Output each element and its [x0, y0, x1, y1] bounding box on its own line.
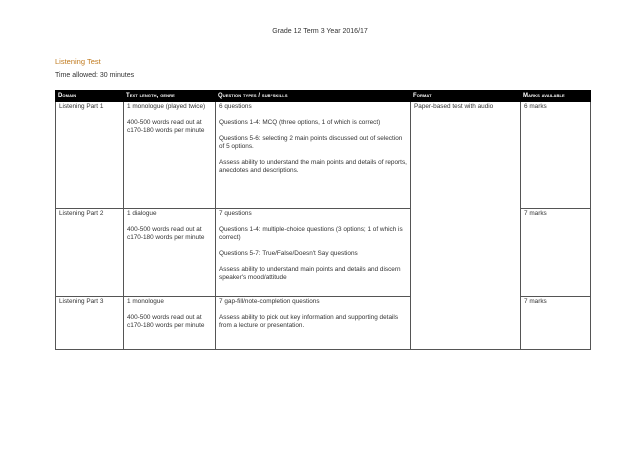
column-header-format: Format — [411, 91, 521, 102]
question-types-cell — [216, 297, 411, 350]
question-line: Assess ability to understand the main points and details of reports, anecdotes and descriptions. — [219, 159, 407, 174]
text-length-cell — [124, 209, 216, 297]
column-header-question-types: Question types / sub-skills — [216, 91, 411, 102]
text-length-line: 1 dialogue — [127, 210, 157, 217]
test-specification-table — [55, 90, 591, 350]
marks-cell: 6 marks — [521, 102, 591, 209]
text-length-line: 400-500 words read out at c170-180 words per minute — [127, 314, 205, 329]
question-line: Questions 5-6: selecting 2 main points discussed out of selection of 5 options. — [219, 135, 403, 150]
question-types-cell — [216, 102, 411, 209]
question-line: 7 gap-fill/note-completion questions — [219, 298, 320, 305]
domain-cell: Listening Part 3 — [56, 297, 124, 350]
domain-cell: Listening Part 1 — [56, 102, 124, 209]
question-line: Assess ability to understand main points and details and discern speaker's mood/attitude — [219, 266, 401, 281]
format-cell-empty — [411, 297, 521, 350]
column-header-text-length: Text length, genre — [124, 91, 216, 102]
table-row — [56, 297, 591, 350]
question-line: 6 questions — [219, 103, 252, 110]
table-row — [56, 102, 591, 209]
text-length-cell — [124, 297, 216, 350]
question-line: Questions 1-4: multiple-choice questions (3 options; 1 of which is correct) — [219, 226, 403, 241]
question-line: 7 questions — [219, 210, 252, 217]
question-line: Assess ability to pick out key information and supporting details from a lecture or presentation. — [219, 314, 399, 329]
question-line: Questions 1-4: MCQ (three options, 1 of which is correct) — [219, 119, 381, 126]
text-length-cell — [124, 102, 216, 209]
domain-cell: Listening Part 2 — [56, 209, 124, 297]
text-length-line: 400-500 words read out at c170-180 words per minute — [127, 226, 205, 241]
table-row — [56, 209, 591, 297]
marks-cell: 7 marks — [521, 297, 591, 350]
document-header: Grade 12 Term 3 Year 2016/17 — [272, 28, 368, 35]
text-length-line: 400-500 words read out at c170-180 words per minute — [127, 119, 205, 134]
question-types-cell — [216, 209, 411, 297]
question-line: Questions 5-7: True/False/Doesn't Say questions — [219, 250, 358, 257]
time-allowed: Time allowed: 30 minutes — [55, 72, 135, 79]
marks-cell: 7 marks — [521, 209, 591, 297]
format-cell-empty — [411, 209, 521, 297]
table-header-row — [56, 91, 591, 102]
section-title: Listening Test — [55, 57, 101, 66]
text-length-line: 1 monologue (played twice) — [127, 103, 206, 110]
column-header-domain: Domain — [56, 91, 124, 102]
text-length-line: 1 monologue — [127, 298, 164, 305]
format-cell: Paper-based test with audio — [411, 102, 521, 209]
column-header-marks: Marks available — [521, 91, 591, 102]
